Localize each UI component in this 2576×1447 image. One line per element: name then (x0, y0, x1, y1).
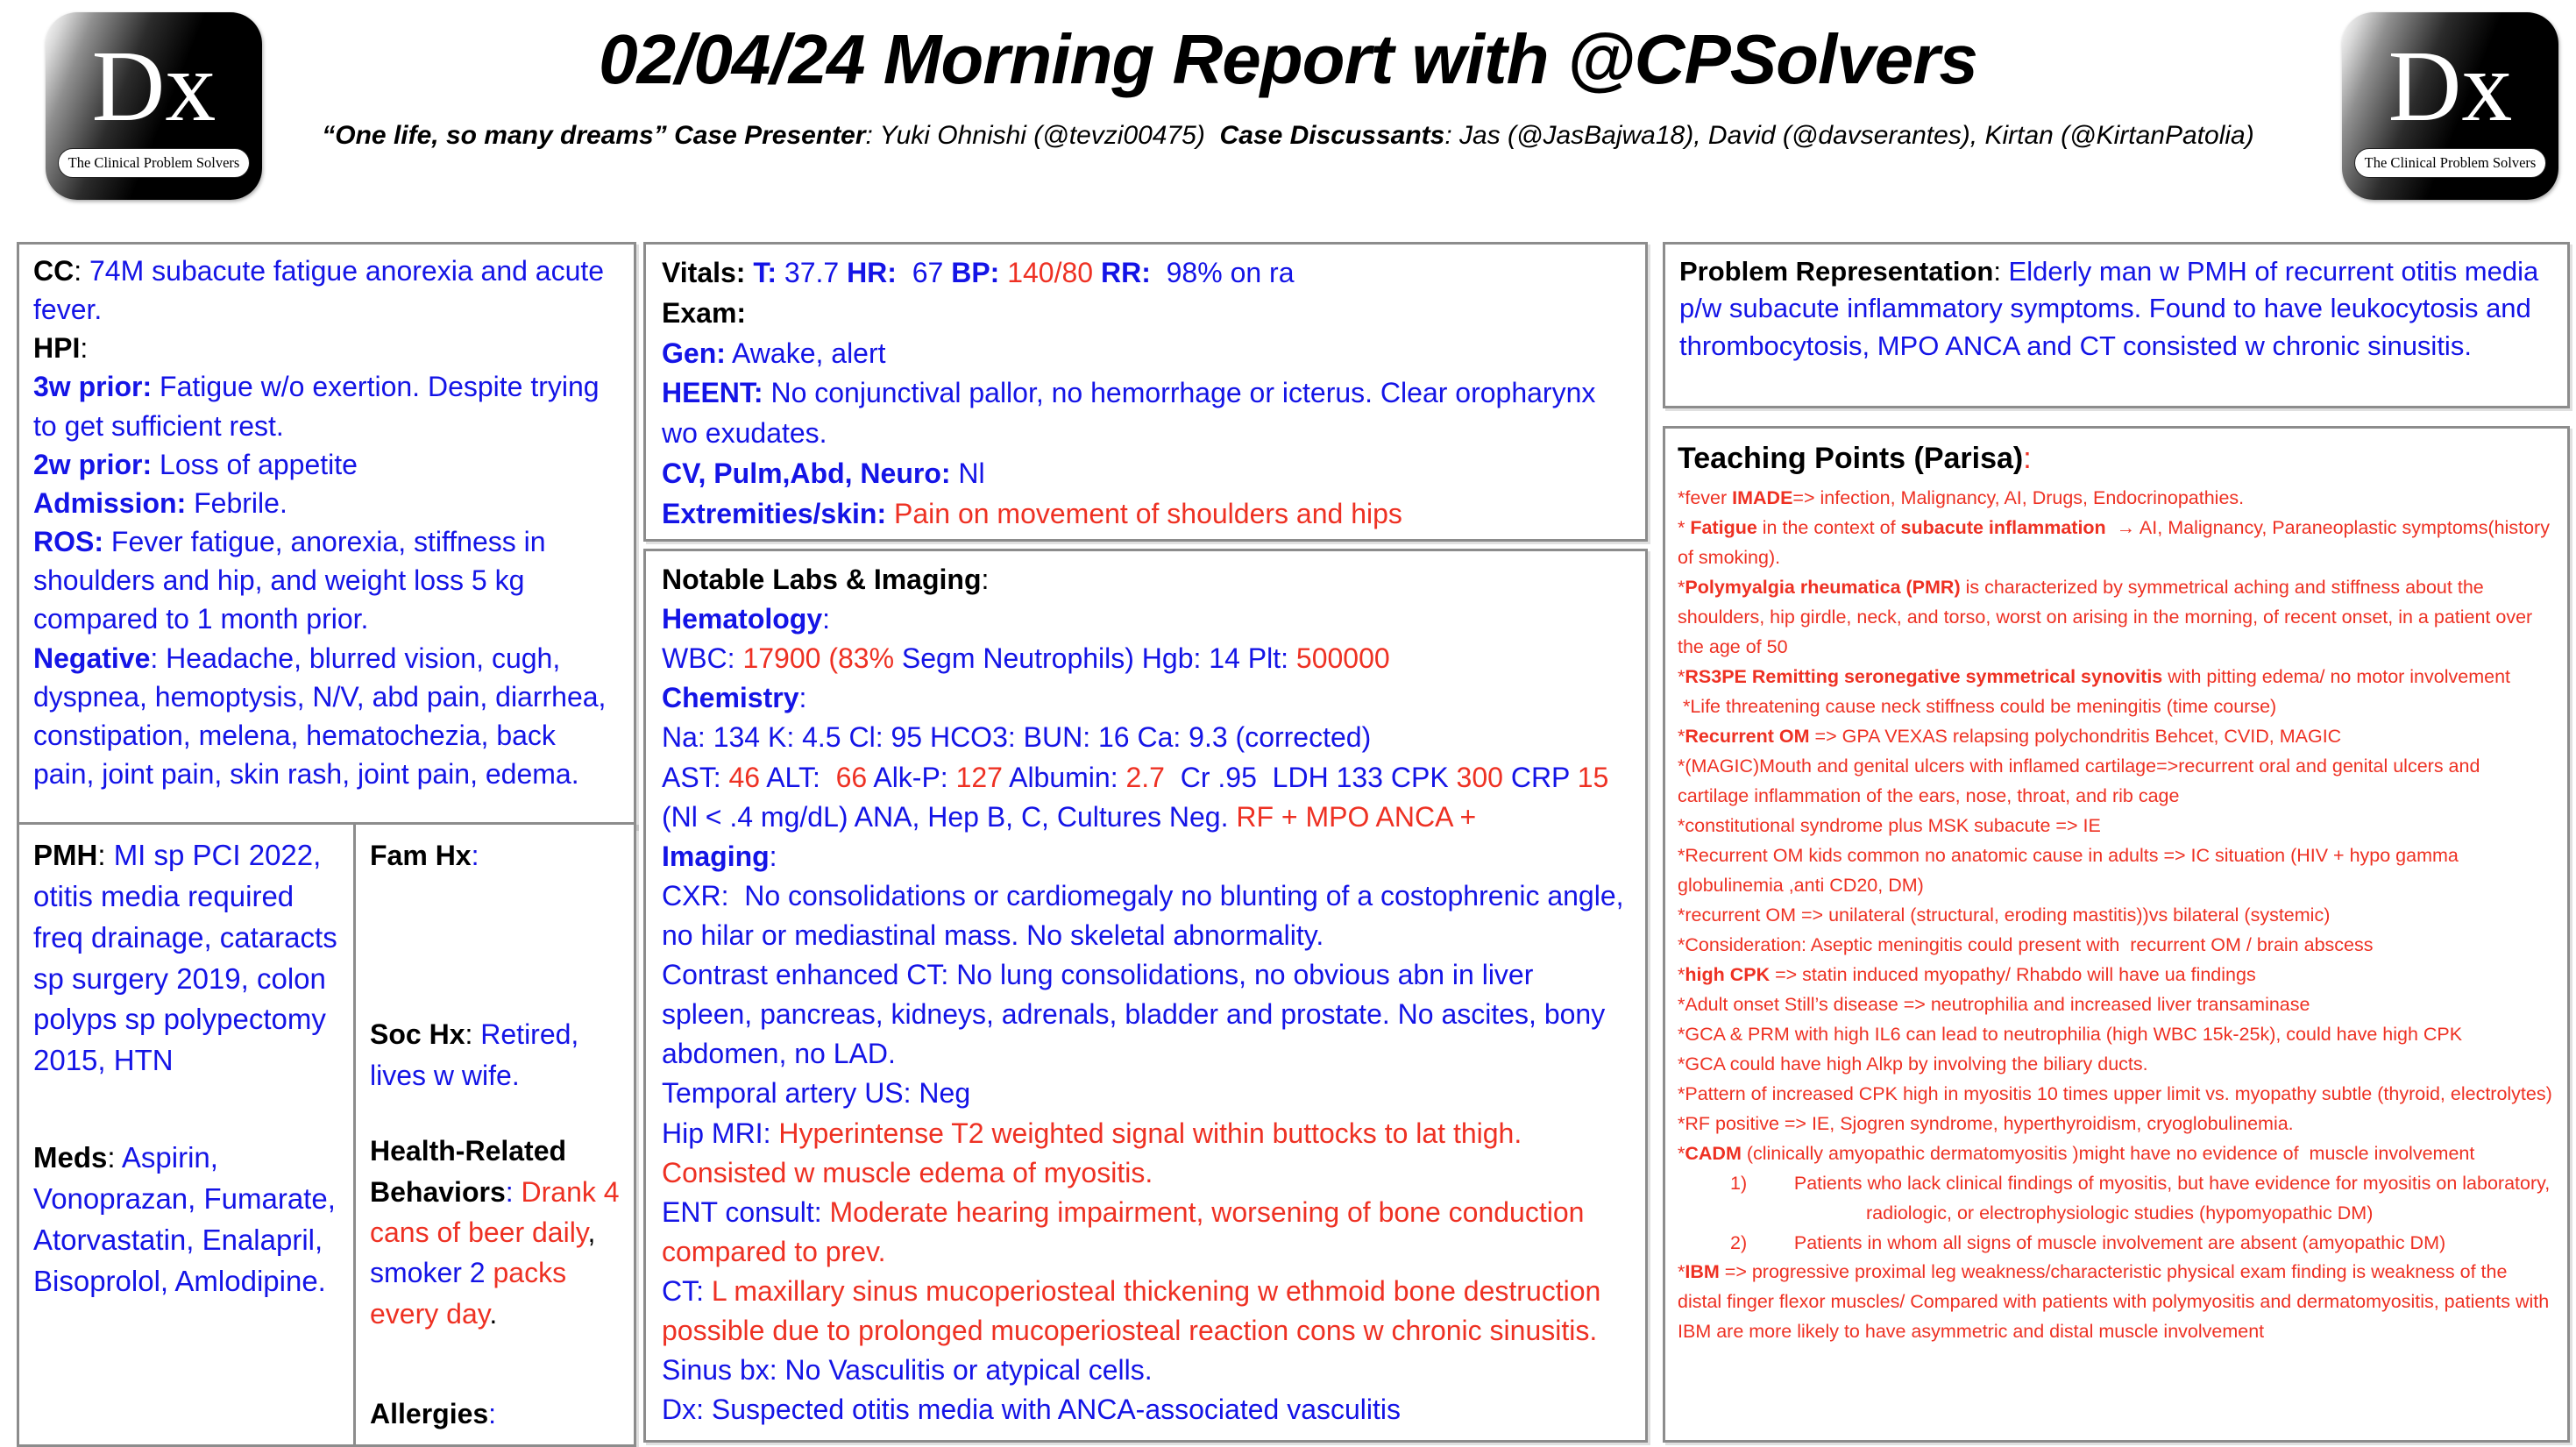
text-segment: Elderly man w PMH of recurrent otitis media p/w subacute inflammatory symptoms. Found to have leukocytosis and thrombocytosis, MPO ANCA and CT consisted w chronic sinusitis. (1679, 256, 2539, 361)
text-segment: smoker 2 (370, 1257, 493, 1289)
text-segment: 1) (1730, 1172, 1794, 1194)
text-segment: : (488, 1398, 497, 1430)
paragraph (662, 639, 1629, 678)
text-segment: Exam: (662, 296, 747, 329)
teaching-points-box (1663, 426, 2570, 1443)
text-segment: => progressive proximal leg weakness/characteristic physical exam finding is weakness of the distal finger flexor muscles/ Compared with patients with polymyositis and dermatomyositis, patients with IBM are more likely to have asymmetric and distal muscle involvement (1678, 1261, 2550, 1343)
text-segment: Fatigue w/o exertion. Despite trying to get sufficient rest. (33, 371, 600, 442)
text-segment: subacute inflammation (1900, 517, 2106, 539)
text-segment: Albumin: (1009, 761, 1126, 793)
text-segment: *Recurrent OM kids common no anatomic cause in adults => IC situation (HIV + hypo gamma globulinemia ,anti CD20, DM) (1678, 844, 2459, 896)
text-segment: Extremities/skin: (662, 497, 887, 529)
text-segment: * (1678, 577, 1685, 599)
text-segment: . (489, 1297, 498, 1330)
text-segment: Awake, alert (725, 337, 886, 369)
text-segment: : (981, 564, 990, 595)
text-segment: Hyperintense T2 weighted signal within buttocks to lat thigh. Consisted w muscle edema of myositis. (662, 1117, 1522, 1188)
text-segment: : Headache, blurred vision, cugh, dyspnea, hemoptysis, N/V, abd pain, diarrhea, constipation, melena, hematochezia, back pain, joint pain, skin rash, joint pain, edema. (33, 642, 607, 791)
text-segment: RS3PE Remitting seronegative symmetrical synovitis (1685, 666, 2163, 688)
text-segment: Fam Hx (370, 840, 472, 871)
paragraph (322, 121, 2253, 150)
text-segment: HEENT: (662, 377, 763, 409)
paragraph (33, 639, 620, 794)
slide-subtitle (280, 121, 2296, 151)
text-segment: Meds (33, 1141, 108, 1174)
text-segment: → AI, Malignancy, Paraneoplastic symptoms(history of smoking). (1678, 517, 2550, 569)
text-segment: Fatigue (1690, 517, 1757, 539)
text-segment: : Yuki Ohnishi (@tevzi00475) (865, 121, 1220, 150)
text-segment: : (822, 603, 831, 635)
text-segment: L maxillary sinus mucoperiosteal thickening w ethmoid bone destruction possible due to prolonged mucoperiosteal reaction cons w chronic sinusitis. (662, 1274, 1601, 1347)
text-segment: Chemistry (662, 682, 799, 714)
text-segment: : (80, 332, 89, 365)
paragraph (662, 454, 1629, 494)
text-segment: * (1678, 517, 1691, 539)
text-segment: => infection, Malignancy, AI, Drugs, Endocrinopathies. (1792, 487, 2245, 509)
text-segment: *Pattern of increased CPK high in myositis 10 times upper limit vs. myopathy subtle (thyroid, electrolytes) (1678, 1082, 2552, 1104)
text-segment: * (1678, 1142, 1685, 1164)
paragraph (1678, 752, 2555, 812)
text-segment: : (505, 1175, 522, 1208)
paragraph (662, 1193, 1629, 1272)
text-segment: WBC: (662, 642, 743, 675)
paragraph (662, 560, 1629, 599)
text-segment: CRP (1510, 761, 1578, 793)
text-segment: *Adult onset Still’s disease => neutrophilia and increased liver transaminase (1678, 993, 2310, 1015)
paragraph (1678, 663, 2555, 692)
paragraph (33, 1138, 342, 1302)
text-segment: Loss of appetite (152, 448, 358, 480)
text-segment: Alk-P: (873, 761, 956, 793)
text-segment: 37.7 (777, 257, 848, 288)
paragraph (33, 484, 620, 522)
paragraph (1678, 841, 2555, 901)
text-segment: Recurrent OM (1685, 726, 1810, 748)
text-segment: Sinus bx: No Vasculitis or atypical cells. (662, 1354, 1153, 1387)
paragraph (1678, 1080, 2555, 1110)
text-segment (1093, 257, 1101, 288)
text-segment (999, 257, 1007, 288)
paragraph (1678, 1169, 2555, 1229)
text-segment: Temporal artery US: Neg (662, 1077, 971, 1110)
text-segment: *constitutional syndrome plus MSK subacute => IE (1678, 814, 2101, 836)
text-segment: (clinically amyopathic dermatomyositis )might have no evidence of muscle involvement (1741, 1142, 2475, 1164)
text-segment: 140/80 (1007, 257, 1094, 288)
text-segment: Segm Neutrophils) Hgb: 14 Plt: (901, 642, 1296, 675)
paragraph (1678, 1050, 2555, 1080)
text-segment: Dx: Suspected otitis media with ANCA-associated vasculitis (662, 1394, 1402, 1426)
text-segment: IBM (1685, 1261, 1720, 1283)
paragraph (1678, 1229, 2555, 1259)
text-segment: : (2023, 442, 2032, 475)
text-segment: Contrast enhanced CT: No lung consolidations, no obvious abn in liver spleen, pancreas, kidneys, adrenals, bladder and prostate. No ascites, bony abdomen, no LAD. (662, 959, 1606, 1070)
paragraph (1678, 931, 2555, 961)
paragraph (662, 837, 1629, 876)
text-segment: Febrile. (186, 486, 287, 519)
text-segment: Hematology (662, 603, 823, 635)
text-segment: IMADE (1732, 487, 1793, 509)
text-segment: 2) (1730, 1231, 1794, 1253)
text-segment: Case Discussants (1219, 121, 1445, 150)
text-segment: : (769, 840, 777, 872)
problem-representation-box (1663, 242, 2570, 408)
text-segment: high CPK (1685, 963, 1771, 985)
text-segment: 98% on ra (1150, 257, 1295, 288)
text-segment: Admission: (33, 486, 187, 519)
text-segment: * (1678, 963, 1685, 985)
paragraph (1678, 901, 2555, 931)
text-segment: Patients in whom all signs of muscle involvement are absent (amyopathic DM) (1793, 1231, 2446, 1253)
text-segment: Moderate hearing impairment, worsening of bone conduction compared to prev. (662, 1195, 1585, 1267)
paragraph (1678, 990, 2555, 1020)
text-segment: 67 (896, 257, 952, 288)
text-segment: packs every day (370, 1257, 567, 1330)
text-segment: 46 (728, 761, 767, 793)
logo-caption: The Clinical Problem Solvers (2354, 148, 2547, 178)
text-segment: : (107, 1141, 122, 1174)
text-segment: : Jas (@JasBajwa18), David (@davserantes), Kirtan (@KirtanPatolia) (1444, 121, 2254, 150)
paragraph (662, 1351, 1629, 1390)
text-segment: Notable Labs & Imaging (662, 564, 982, 595)
paragraph (1678, 514, 2555, 573)
paragraph (33, 522, 620, 638)
text-segment: is characterized by symmetrical aching and stiffness about the shoulders, hip girdle, neck, and torso, worst on arising in the morning, of recent onset, in a patient over the age of 50 (1678, 577, 2533, 658)
text-segment: PMH (33, 839, 98, 871)
cc-hpi-box (17, 242, 636, 828)
paragraph (370, 1131, 620, 1334)
text-segment: Soc Hx (370, 1018, 465, 1051)
paragraph (1678, 1258, 2555, 1347)
paragraph (370, 1014, 620, 1096)
text-segment: Na: 134 K: 4.5 Cl: 95 HCO3: BUN: 16 Ca: 9.3 (corrected) (662, 721, 1372, 754)
text-segment: in the context of (1756, 517, 1901, 539)
text-segment: Vitals: (662, 257, 746, 288)
text-segment: *GCA could have high Alkp by involving the biliary ducts. (1678, 1053, 2148, 1075)
paragraph (1678, 692, 2555, 722)
text-segment: AST: (662, 761, 729, 793)
text-segment: *Consideration: Aseptic meningitis could present with recurrent OM / brain abscess (1678, 933, 2374, 955)
dx-monogram: Dx (2388, 31, 2513, 143)
text-segment: CV, Pulm,Abd, Neuro: (662, 457, 951, 489)
text-segment: 15 (1577, 761, 1609, 793)
logo-caption: The Clinical Problem Solvers (58, 148, 251, 178)
paragraph (662, 253, 1629, 294)
text-segment: *Life threatening cause neck stiffness could be meningitis (time course) (1678, 696, 2277, 718)
text-segment: Aspirin, Vonoprazan, Fumarate, Atorvastatin, Enalapril, Bisoprolol, Amlodipine. (33, 1141, 336, 1297)
text-segment: 2.7 (1125, 761, 1173, 793)
text-segment: with pitting edema/ no motor involvement (2162, 666, 2511, 688)
text-segment: 74M subacute fatigue anorexia and acute fever. (33, 255, 605, 326)
text-segment: CXR: No consolidations or cardiomegaly no blunting of a costophrenic angle, no hilar or mediastinal mass. No skeletal abnormality. (662, 879, 1624, 951)
text-segment: * (1678, 1261, 1685, 1283)
text-segment: *fever (1678, 487, 1733, 509)
labs-imaging-box (643, 549, 1648, 1443)
paragraph (33, 329, 620, 367)
text-segment: RF + MPO ANCA + (1236, 800, 1477, 833)
text-segment: Allergies (370, 1398, 489, 1430)
paragraph (662, 599, 1629, 639)
text-segment (745, 257, 753, 288)
vitals-exam-box (643, 242, 1648, 542)
text-segment: : (798, 682, 807, 714)
text-segment: 3w prior: (33, 371, 153, 403)
text-segment: * (1678, 666, 1685, 688)
text-segment: *RF positive => IE, Sjogren syndrome, hyperthyroidism, cryoglobulinemia. (1678, 1112, 2294, 1134)
text-segment: MI sp PCI 2022, otitis media required freq drainage, cataracts sp surgery 2019, colon polyps sp polypectomy 2015, HTN (33, 839, 337, 1077)
text-segment: Patients who lack clinical findings of myositis, but have evidence for myositis on laboratory, radiologic, or electrophysiologic studies (hypomyopathic DM) (1793, 1172, 2551, 1224)
text-segment: Retired, lives w wife. (370, 1018, 579, 1091)
text-segment: Nl (950, 457, 985, 489)
cpsolvers-logo (46, 12, 262, 200)
paragraph (662, 758, 1629, 837)
paragraph (662, 1272, 1629, 1351)
paragraph (370, 1394, 620, 1434)
text-segment: HPI (33, 332, 81, 365)
paragraph (1678, 961, 2555, 990)
text-segment: *(MAGIC)Mouth and genital ulcers with inflamed cartilage=>recurrent oral and genital ulcers and cartilage inflammation of the ears, nose, throat, and rib cage (1678, 755, 2480, 806)
paragraph (662, 494, 1629, 535)
text-segment: CT: (662, 1274, 712, 1307)
paragraph (662, 1074, 1629, 1113)
paragraph (33, 445, 620, 484)
text-segment: ALT: (766, 761, 836, 793)
text-segment: : (97, 839, 114, 871)
text-segment: 500000 (1295, 642, 1390, 675)
text-segment: Problem Representation (1679, 256, 1994, 287)
paragraph (662, 678, 1629, 718)
text-segment: HR: (847, 257, 897, 288)
text-segment: T: (753, 257, 777, 288)
text-segment (886, 498, 894, 529)
paragraph (1678, 484, 2555, 514)
text-segment: : (465, 1018, 481, 1051)
paragraph (662, 1390, 1629, 1429)
paragraph (662, 876, 1629, 955)
paragraph (1678, 437, 2555, 480)
text-segment: : (471, 840, 479, 871)
text-segment: *GCA & PRM with high IL6 can lead to neutrophilia (high WBC 15k-25k), could have high CPK (1678, 1023, 2463, 1045)
text-segment: 300 (1456, 761, 1511, 793)
text-segment: ENT consult: (662, 1195, 830, 1228)
famhx-sochx-box (353, 822, 636, 1447)
text-segment: Negative (33, 642, 151, 674)
text-segment: CC (33, 255, 75, 287)
text-segment: ROS: (33, 526, 103, 558)
text-segment: Cr .95 LDH 133 CPK (1172, 761, 1457, 793)
text-segment: : (1993, 256, 2009, 287)
cpsolvers-logo (2342, 12, 2558, 200)
paragraph (662, 718, 1629, 757)
text-segment: CADM (1685, 1142, 1742, 1164)
text-segment: Fever fatigue, anorexia, stiffness in shoulders and hip, and weight loss 5 kg compared to 1 month prior. (33, 526, 546, 635)
text-segment: BP: (951, 257, 1000, 288)
text-segment: => GPA VEXAS relapsing polychondritis Behcet, CVID, MAGIC (1809, 726, 2342, 748)
text-segment: Hip MRI: (662, 1117, 779, 1149)
text-segment: => statin induced myopathy/ Rhabdo will have ua findings (1770, 963, 2256, 985)
text-segment: Health-Related Behaviors (370, 1135, 567, 1208)
paragraph (662, 955, 1629, 1074)
paragraph (33, 835, 342, 1082)
paragraph (662, 334, 1629, 374)
text-segment: (Nl < .4 mg/dL) ANA, Hep B, C, Cultures Neg. (662, 800, 1237, 833)
dx-monogram: Dx (91, 31, 216, 143)
text-segment: * (1678, 726, 1685, 748)
text-segment: “One life, so many dreams” Case Presenter (322, 121, 866, 150)
paragraph (1678, 1139, 2555, 1169)
slide-title: 02/04/24 Morning Report with @CPSolvers (599, 20, 1977, 98)
text-segment: Drank 4 cans of beer daily (370, 1175, 620, 1248)
paragraph (33, 252, 620, 329)
paragraph (1678, 1020, 2555, 1050)
paragraph (662, 373, 1629, 454)
text-segment: 17900 (83% (742, 642, 902, 675)
text-segment: : (74, 255, 89, 287)
paragraph (662, 1114, 1629, 1193)
paragraph (1678, 573, 2555, 663)
text-segment: Imaging (662, 840, 770, 872)
paragraph (1678, 1110, 2555, 1139)
text-segment: *recurrent OM => unilateral (structural, eroding mastitis))vs bilateral (systemic) (1678, 904, 2331, 926)
text-segment: RR: (1100, 257, 1151, 288)
text-segment: Pain on movement of shoulders and hips (894, 497, 1402, 529)
paragraph (1678, 722, 2555, 752)
paragraph (1678, 812, 2555, 841)
text-segment: Teaching Points (Parisa) (1678, 442, 2024, 475)
paragraph (662, 294, 1629, 334)
text-segment: 2w prior: (33, 448, 153, 480)
paragraph (1679, 253, 2553, 365)
text-segment: No conjunctival pallor, no hemorrhage or icterus. Clear oropharynx wo exudates. (662, 377, 1596, 449)
text-segment: 66 (835, 761, 874, 793)
paragraph (33, 367, 620, 444)
text-segment: 127 (955, 761, 1010, 793)
paragraph (370, 835, 620, 876)
text-segment: , (587, 1216, 596, 1248)
text-segment: Gen: (662, 337, 726, 369)
pmh-meds-box (17, 822, 358, 1447)
text-segment: Polymyalgia rheumatica (PMR) (1685, 577, 1961, 599)
